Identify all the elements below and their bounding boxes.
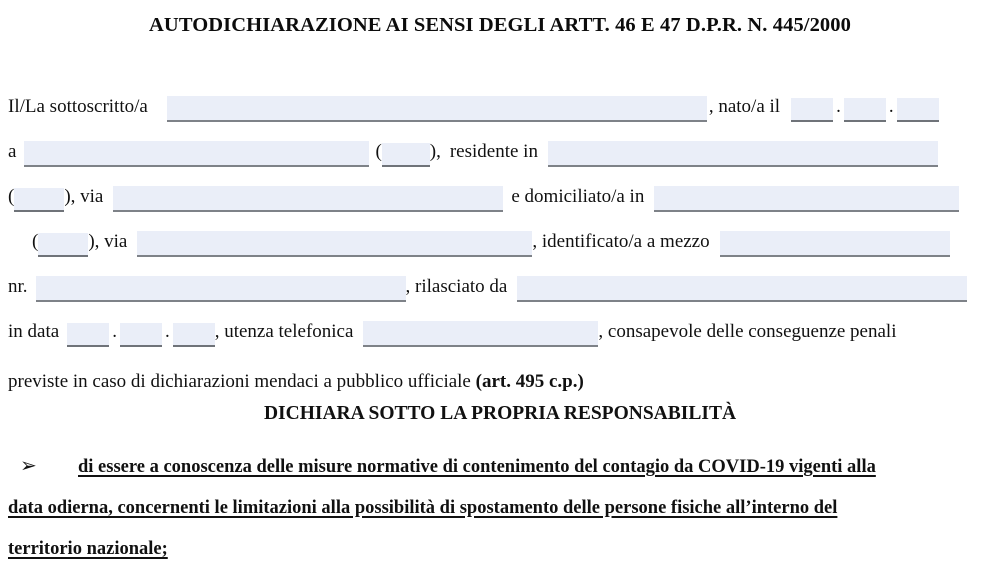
form-line-6	[0, 313, 1000, 347]
input-birth-day[interactable]	[791, 98, 833, 122]
input-domicile-city[interactable]	[654, 186, 959, 212]
label-identificato-mezzo: , identificato/a a mezzo	[532, 231, 710, 252]
label-via-3: ), via	[64, 186, 104, 207]
input-issue-month[interactable]	[120, 323, 162, 347]
bullet-text-line-2: data odierna, concernenti le limitazioni alla possibilità di spostamento delle persone fisiche all’interno del	[8, 498, 838, 518]
input-issue-year[interactable]	[173, 323, 215, 347]
arrowhead-bullet-icon: ➢	[20, 453, 37, 477]
input-residence-city[interactable]	[548, 141, 938, 167]
penalties-paragraph	[8, 369, 584, 395]
form-line-2	[0, 133, 1000, 167]
input-full-name[interactable]	[167, 96, 707, 122]
input-birth-month[interactable]	[844, 98, 886, 122]
input-residence-province[interactable]	[14, 188, 64, 212]
input-id-document-type[interactable]	[720, 231, 950, 257]
label-utenza-telefonica: , utenza telefonica	[214, 321, 354, 342]
input-birth-year[interactable]	[897, 98, 939, 122]
label-via-4: ), via	[88, 231, 128, 252]
paren-close-2: ),	[429, 141, 441, 162]
document-title: AUTODICHIARAZIONE AI SENSI DEGLI ARTT. 46 E 47 D.P.R. N. 445/2000	[149, 14, 851, 36]
label-domiciliato-in: e domiciliato/a in	[511, 186, 645, 207]
paren-open-4: (	[32, 231, 39, 252]
penalties-text: previste in caso di dichiarazioni mendaci a pubblico ufficiale	[8, 371, 476, 392]
bullet-text-line-1: di essere a conoscenza delle misure normative di contenimento del contagio da COVID-19 vigenti alla	[78, 457, 876, 477]
label-nato-il: , nato/a il	[708, 96, 781, 117]
input-id-issued-by[interactable]	[517, 276, 967, 302]
input-birth-place[interactable]	[24, 141, 369, 167]
label-a: a	[8, 141, 17, 162]
form-line-3	[0, 178, 1000, 212]
date-dot-4: .	[164, 321, 170, 342]
input-id-document-number[interactable]	[36, 276, 406, 302]
bullet-text-line-3: territorio nazionale;	[8, 539, 168, 559]
paren-open-2: (	[375, 141, 382, 162]
date-dot-3: .	[112, 321, 117, 342]
input-domicile-province[interactable]	[38, 233, 88, 257]
input-domicile-street[interactable]	[137, 231, 532, 257]
input-residence-street[interactable]	[113, 186, 503, 212]
label-sottoscritto: Il/La sottoscritto/a	[8, 96, 148, 117]
label-nr: nr.	[8, 276, 28, 297]
form-line-1	[0, 88, 1000, 122]
form-line-5	[0, 268, 1000, 302]
penalties-article-reference: (art. 495 c.p.)	[475, 371, 584, 392]
paren-open-3: (	[8, 186, 15, 207]
label-consapevole: , consapevole delle conseguenze penali	[598, 321, 897, 342]
label-in-data: in data	[8, 321, 60, 342]
input-phone-number[interactable]	[363, 321, 598, 347]
section-heading-dichiara: DICHIARA SOTTO LA PROPRIA RESPONSABILITÀ	[263, 403, 737, 424]
date-dot-2: .	[888, 96, 894, 117]
input-birth-province[interactable]	[382, 143, 430, 167]
date-dot-1: .	[836, 96, 841, 117]
label-residente-in: residente in	[449, 141, 538, 162]
label-rilasciato-da: , rilasciato da	[405, 276, 508, 297]
input-issue-day[interactable]	[67, 323, 109, 347]
form-line-4	[0, 223, 1000, 257]
